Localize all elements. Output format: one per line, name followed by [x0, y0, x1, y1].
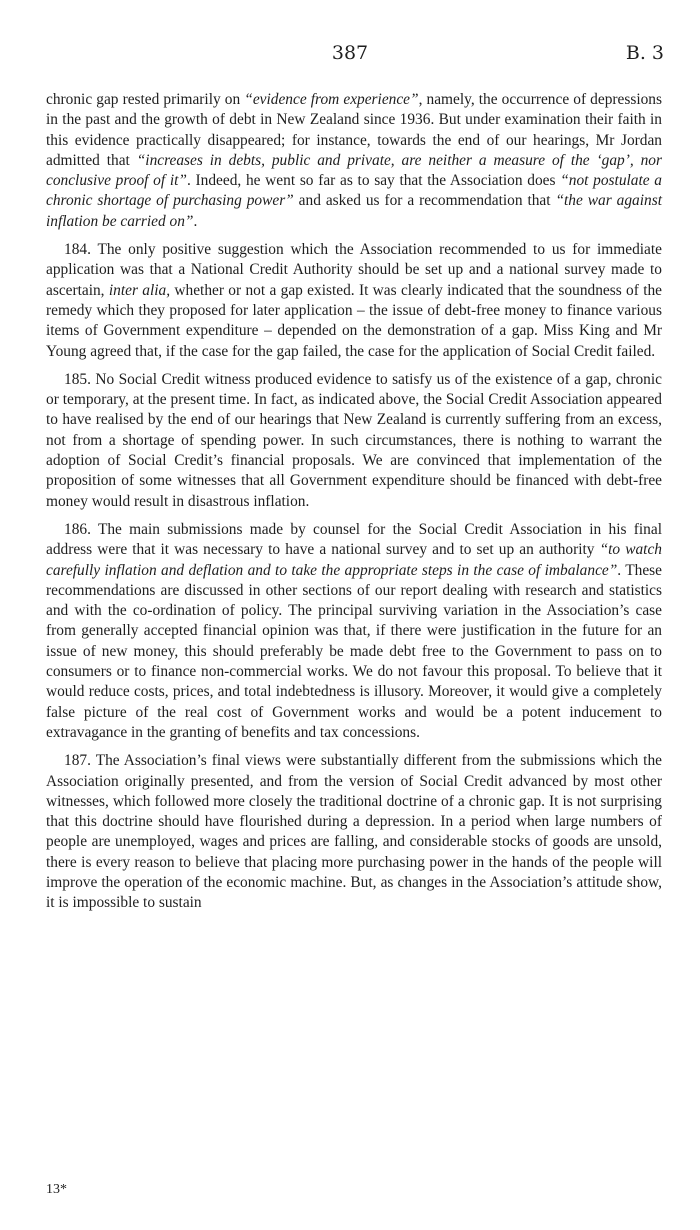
body-text [46, 90, 662, 922]
paragraph-185: 185. No Social Credit witness produced evidence to satisfy us of the existence of a gap, chronic or temporary, at the present time. In fact, as indicated above, the Social Credit Association appeared to have realised by the end of our hearings that New Zealand is currently suffering from an excess, not from a shortage of spending power. In such circumstances, there is nothing to warrant the adoption of Social Credit’s financial proposals. We are convinced that implementation of the proposition of some witnesses that all Government expenditure should be financed with debt-free money would result in disastrous inflation. [46, 370, 662, 510]
signature-mark: 13* [46, 1182, 67, 1197]
paragraph-continued: chronic gap rested primarily on “evidence from experience”, namely, the occurrence of depressions in the past and the growth of debt in New Zealand since 1936. But under examination their faith in this evidence practically disappeared; for instance, towards the end of our hearings, Mr Jordan admitted that “increases in debts, public and private, are neither a measure of the ‘gap’, nor conclusive proof of it”. Indeed, he went so far as to say that the Association does “not postulate a chronic shortage of purchasing power” and asked us for a recommendation that “the war against inflation be carried on”. [46, 91, 662, 230]
paragraph-187: 187. The Association’s final views were substantially different from the submissions which the Association originally presented, and from the version of Social Credit advanced by most other witnesses, which followed more closely the traditional doctrine of a chronic gap. It is not surprising that this doctrine should have flourished during a depression. In a period when large numbers of people are unemployed, wages and prices are falling, and considerable stocks of goods are unsold, there is every reason to believe that placing more purchasing power in the hands of the people will improve the operation of the economic machine. But, as changes in the Association’s attitude show, it is impossible to sustain [46, 752, 662, 912]
document-reference: B. 3 [625, 42, 664, 64]
paragraph-184: 184. The only positive suggestion which the Association recommended to us for immediate application was that a National Credit Authority should be set up and a national survey made to ascertain, inter alia, whether or not a gap existed. It was clearly indicated that the soundness of the remedy which they proposed for later application – the issue of debt-free money to finance various items of Government expenditure – depended on the demonstration of a gap. Miss King and Mr Young agreed that, if the case for the gap failed, the case for the application of Social Credit failed. [46, 241, 662, 360]
page-number: 387 [331, 42, 369, 64]
paragraph-186: 186. The main submissions made by counsel for the Social Credit Association in his final address were that it was necessary to have a national survey and to set up an authority “to watch carefully inflation and deflation and to take the appropriate steps in the case of imbalance”. These recommendations are discussed in other sections of our report dealing with research and statistics and with the co-ordination of policy. The principal surviving variation in the Association’s case from generally accepted financial opinion was that, if there were justification in the future for an issue of new money, this should preferably be made debt free to the Government to pass on to consumers or to finance non-commercial works. We do not favour this proposal. To believe that it would reduce costs, prices, and total indebtedness is illusory. Moreover, it would give a completely false picture of the real cost of Government works and would be a potent inducement to extravagance in the granting of benefits and tax concessions. [46, 520, 662, 741]
